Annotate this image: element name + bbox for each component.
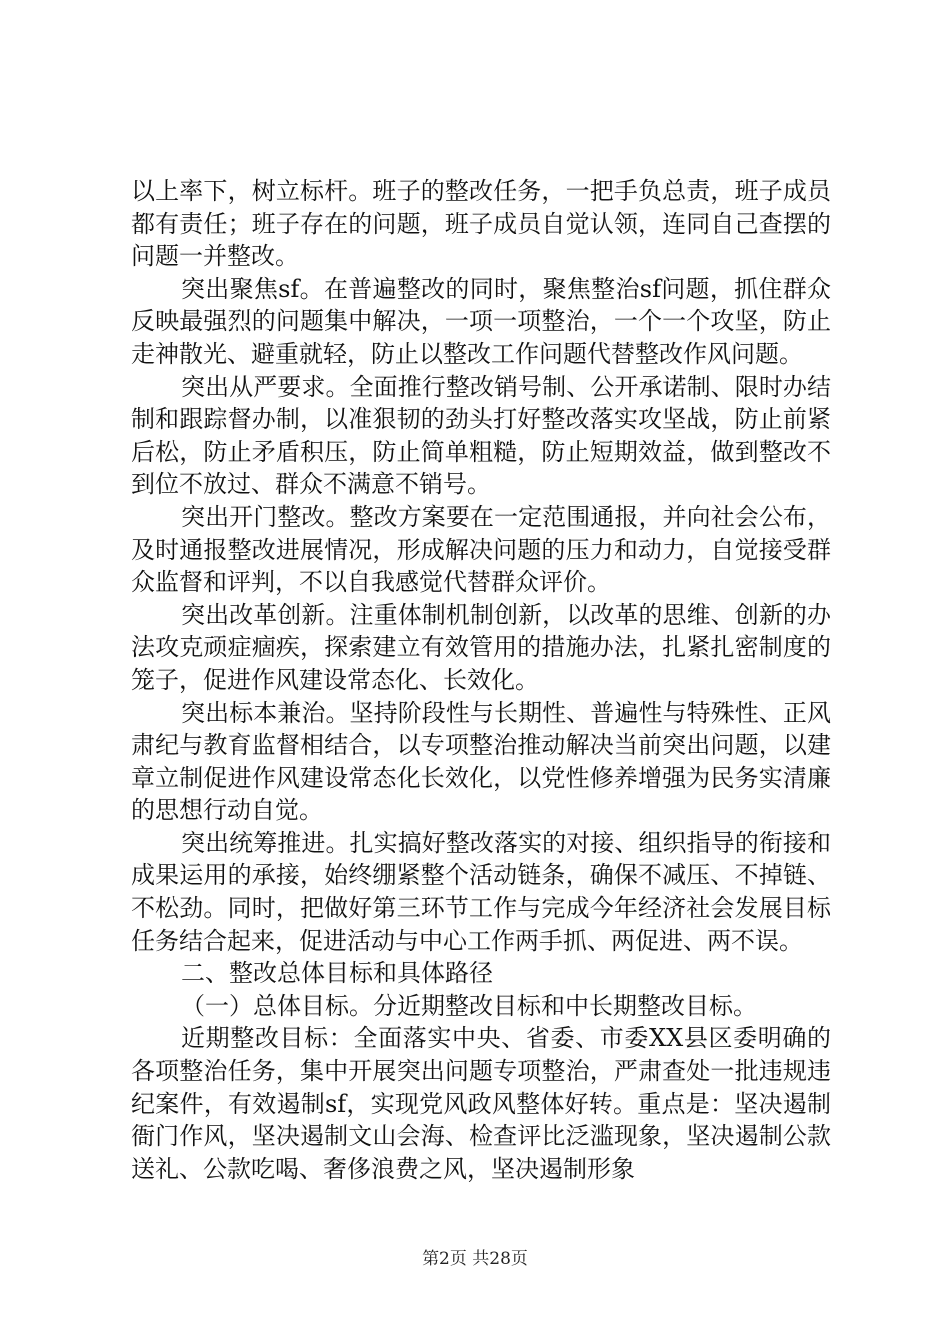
paragraph: 近期整改目标：全面落实中央、省委、市委XX县区委明确的各项整治任务，集中开展突出问题专项整治，严肃查处一批违规违纪案件，有效遏制sf，实现党风政风整体好转。重点是：坚决遏制衙门作风，坚决遏制文山会海、检查评比泛滥现象，坚决遏制公款送礼、公款吃喝、奢侈浪费之风，坚决遏制形象 xyxy=(131,1024,831,1183)
paragraph: 突出改革创新。注重体制机制创新，以改革的思维、创新的办法攻克顽症痼疾，探索建立有效管用的措施办法，扎紧扎密制度的笼子，促进作风建设常态化、长效化。 xyxy=(131,600,831,694)
paragraph: 突出聚焦sf。在普遍整改的同时，聚焦整治sf问题，抓住群众反映最强烈的问题集中解决，一项一项整治，一个一个攻坚，防止走神散光、避重就轻，防止以整改工作问题代替整改作风问题。 xyxy=(131,274,831,368)
paragraph: 突出统筹推进。扎实搞好整改落实的对接、组织指导的衔接和成果运用的承接，始终绷紧整个活动链条，确保不减压、不掉链、不松劲。同时，把做好第三环节工作与完成今年经济社会发展目标任务结合起来，促进活动与中心工作两手抓、两促进、两不误。 xyxy=(131,828,831,955)
paragraph: 突出开门整改。整改方案要在一定范围通报，并向社会公布，及时通报整改进展情况，形成解决问题的压力和动力，自觉接受群众监督和评判，不以自我感觉代替群众评价。 xyxy=(131,502,831,597)
subsection-heading: （一）总体目标。分近期整改目标和中长期整改目标。 xyxy=(181,991,757,1020)
section-heading: 二、整改总体目标和具体路径 xyxy=(181,959,493,988)
document-body xyxy=(131,175,831,1185)
paragraph: 突出从严要求。全面推行整改销号制、公开承诺制、限时办结制和跟踪督办制，以准狠韧的劲头打好整改落实攻坚战，防止前紧后松，防止矛盾积压，防止简单粗糙，防止短期效益，做到整改不到位不放过、群众不满意不销号。 xyxy=(131,372,831,499)
paragraph: 以上率下，树立标杆。班子的整改任务，一把手负总责，班子成员都有责任；班子存在的问题，班子成员自觉认领，连同自己查摆的问题一并整改。 xyxy=(131,177,831,271)
page-number-footer: 第2页 共28页 xyxy=(422,1249,528,1269)
paragraph: 突出标本兼治。坚持阶段性与长期性、普遍性与特殊性、正风肃纪与教育监督相结合，以专项整治推动解决当前突出问题，以建章立制促进作风建设常态化长效化，以党性修养增强为民务实清廉的思想行动自觉。 xyxy=(131,698,831,825)
